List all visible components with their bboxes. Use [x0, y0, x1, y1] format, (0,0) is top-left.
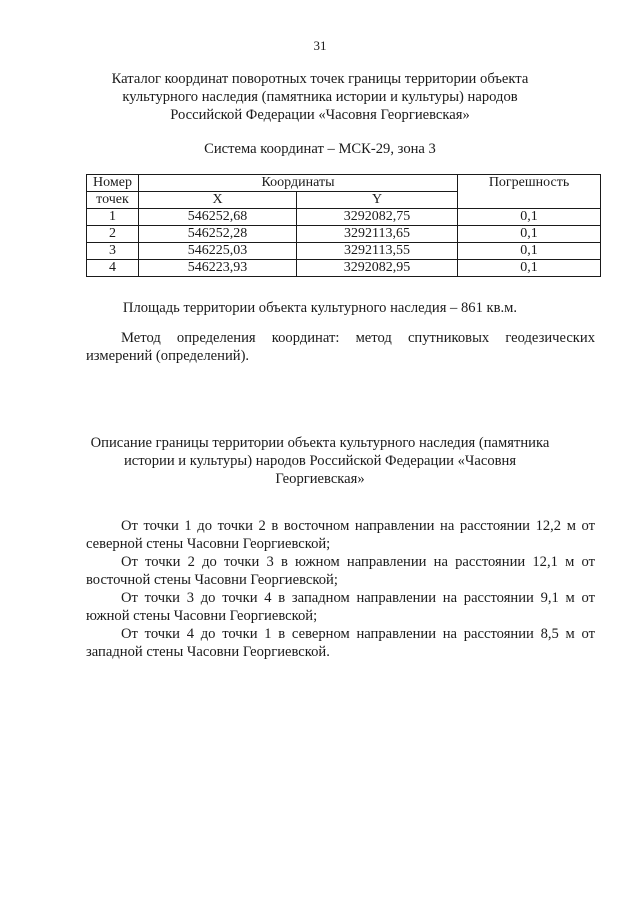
coordinate-system: Система координат – МСК-29, зона 3: [204, 141, 436, 157]
point-x: 546225,03: [139, 243, 297, 260]
boundary-description: [86, 517, 595, 661]
coordinates-table: [86, 174, 601, 277]
table-row: [87, 209, 601, 226]
description-text: От точки 4 до точки 1 в северном направлении на расстоянии 8,5 м от западной стены Часовни Георгиевской.: [86, 626, 595, 660]
point-error: 0,1: [458, 209, 601, 226]
description-paragraph: [86, 553, 595, 589]
header-y: Y: [297, 192, 458, 209]
header-x: X: [139, 192, 297, 209]
point-error: 0,1: [458, 260, 601, 277]
description-title: Описание границы территории объекта культурного наследия (памятника истории и культуры) народов Российской Федерации «Часовня Георгиевская»: [90, 435, 550, 487]
point-y: 3292082,75: [297, 209, 458, 226]
description-text: От точки 3 до точки 4 в западном направлении на расстоянии 9,1 м от южной стены Часовни Георгиевской;: [86, 590, 595, 624]
table-row: [87, 260, 601, 277]
header-point-number-line2: точек: [87, 192, 139, 209]
catalog-title: Каталог координат поворотных точек границы территории объекта культурного наследия (памятника истории и культуры) народов Российской Федерации «Часовня Георгиевская»: [111, 71, 529, 123]
description-text: От точки 1 до точки 2 в восточном направлении на расстоянии 12,2 м от северной стены Часовни Георгиевской;: [86, 518, 595, 552]
method-text: Метод определения координат: метод спутниковых геодезических измерений (определений).: [86, 330, 595, 364]
method-statement: [86, 329, 595, 365]
point-number: 2: [87, 226, 139, 243]
header-error: Погрешность: [458, 175, 601, 209]
description-paragraph: [86, 625, 595, 661]
description-paragraph: [86, 517, 595, 553]
header-point-number: Номер: [87, 175, 139, 192]
point-number: 1: [87, 209, 139, 226]
point-error: 0,1: [458, 243, 601, 260]
point-x: 546223,93: [139, 260, 297, 277]
point-error: 0,1: [458, 226, 601, 243]
description-text: От точки 2 до точки 3 в южном направлении на расстоянии 12,1 м от восточной стены Часовни Георгиевской;: [86, 554, 595, 588]
point-y: 3292113,65: [297, 226, 458, 243]
table-header-row: [87, 175, 601, 192]
table-row: [87, 226, 601, 243]
point-y: 3292082,95: [297, 260, 458, 277]
description-paragraph: [86, 589, 595, 625]
point-y: 3292113,55: [297, 243, 458, 260]
page-number: 31: [313, 38, 327, 53]
header-coordinates: Координаты: [139, 175, 458, 192]
area-statement: Площадь территории объекта культурного наследия – 861 кв.м.: [122, 300, 518, 316]
table-row: [87, 243, 601, 260]
point-number: 4: [87, 260, 139, 277]
point-x: 546252,68: [139, 209, 297, 226]
point-x: 546252,28: [139, 226, 297, 243]
point-number: 3: [87, 243, 139, 260]
